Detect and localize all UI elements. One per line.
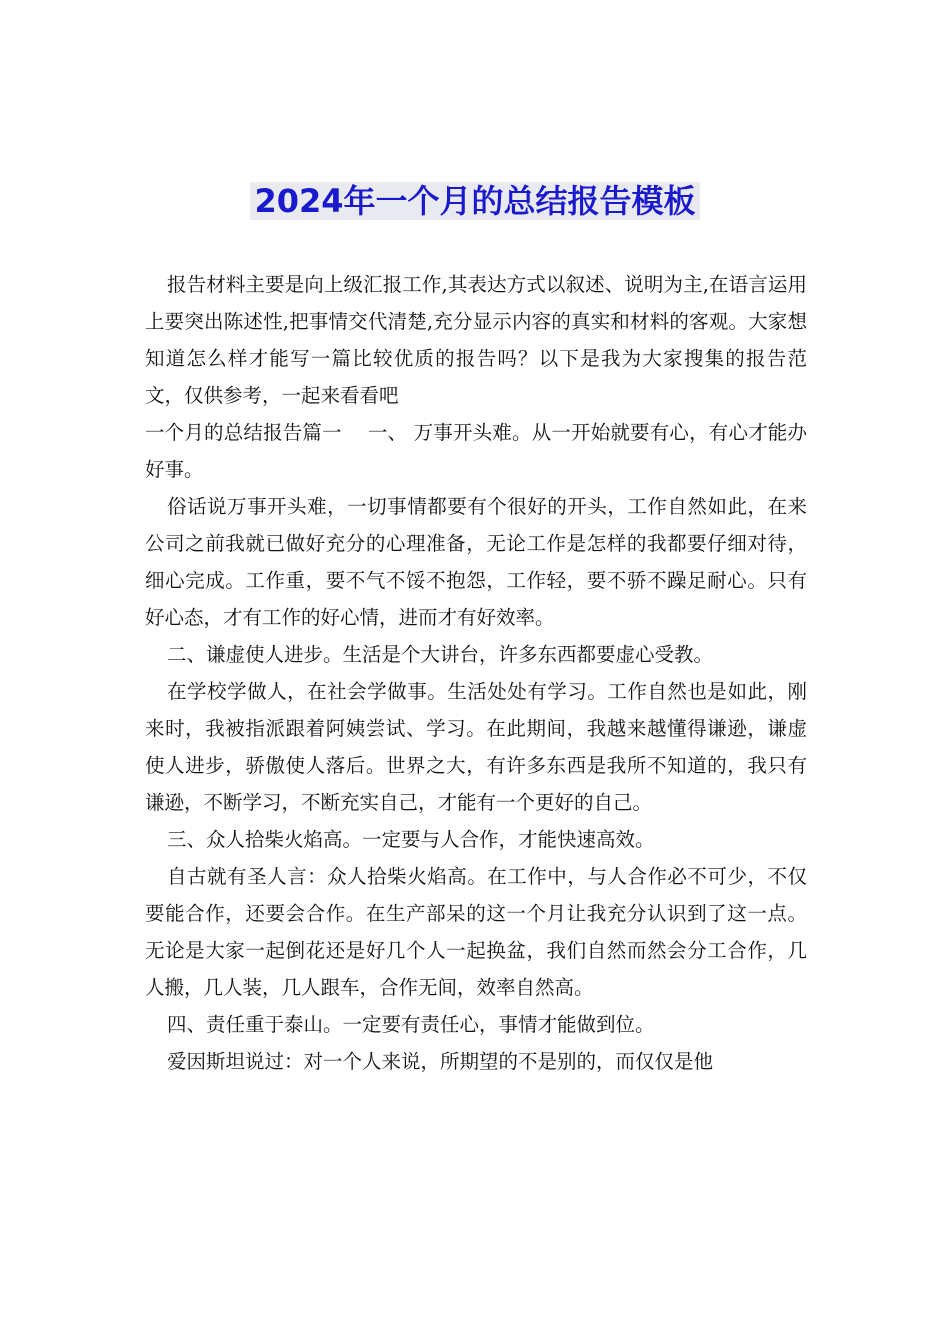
paragraph-section-4-heading: 四、责任重于泰山。一定要有责任心，事情才能做到位。	[167, 1013, 655, 1036]
document-body	[145, 266, 807, 1080]
paragraph-section-2-heading: 二、谦虚使人进步。生活是个大讲台，许多东西都要虚心受教。	[167, 643, 714, 666]
paragraph-section-3-heading: 三、众人拾柴火焰高。一定要与人合作，才能快速高效。	[167, 828, 655, 851]
document-title-wrap	[0, 176, 950, 226]
paragraph-section-3-body: 自古就有圣人言：众人拾柴火焰高。在工作中，与人合作必不可少，不仅要能合作，还要会合作。在生产部呆的这一个月让我充分认识到了这一点。无论是大家一起倒花还是好几个人一起换盆，我们自然而然会分工合作，几人搬，几人装，几人跟车，合作无间，效率自然高。	[145, 865, 807, 999]
paragraph-section-4-body: 爱因斯坦说过：对一个人来说，所期望的不是别的，而仅仅是他	[167, 1050, 714, 1073]
paragraph-section-2-body: 在学校学做人，在社会学做事。生活处处有学习。工作自然也是如此，刚来时，我被指派跟着阿姨尝试、学习。在此期间，我越来越懂得谦逊，谦虚使人进步，骄傲使人落后。世界之大，有许多东西是我所不知道的，我只有谦逊，不断学习，不断充实自己，才能有一个更好的自己。	[145, 680, 807, 814]
document-title: 2024年一个月的总结报告模板	[250, 182, 699, 220]
paragraph-section-1-heading: 一个月的总结报告篇一 一、 万事开头难。从一开始就要有心，有心才能办好事。	[145, 421, 807, 481]
paragraph-intro: 报告材料主要是向上级汇报工作,其表达方式以叙述、说明为主,在语言运用上要突出陈述性,把事情交代清楚,充分显示内容的真实和材料的客观。大家想知道怎么样才能写一篇比较优质的报告吗？以下是我为大家搜集的报告范文，仅供参考，一起来看看吧	[145, 273, 807, 407]
paragraph-section-1-body: 俗话说万事开头难，一切事情都要有个很好的开头，工作自然如此，在来公司之前我就已做好充分的心理准备，无论工作是怎样的我都要仔细对待，细心完成。工作重，要不气不馁不抱怨，工作轻，要不骄不躁足耐心。只有好心态，才有工作的好心情，进而才有好效率。	[145, 495, 807, 629]
